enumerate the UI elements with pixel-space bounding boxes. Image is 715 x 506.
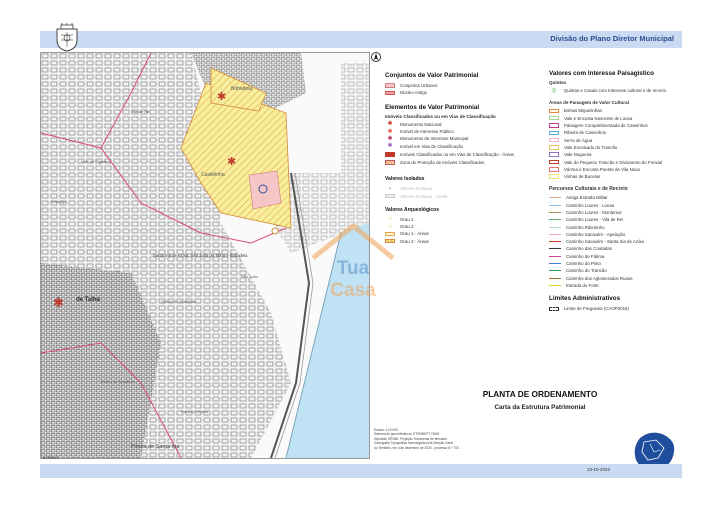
legend-item: Imóveis Classificados ou em Vias de Classificação - Áreas	[385, 150, 525, 159]
area-swatch-icon	[549, 138, 559, 143]
legend-label: Caminho Sacavém - Santa Iria de Azóia	[566, 239, 644, 245]
routes-list	[549, 194, 689, 289]
legend-item: Conjuntos Urbanos	[385, 82, 525, 89]
boundary-icon	[549, 307, 559, 312]
legend-item: ○ Grau 1	[385, 216, 525, 223]
route-line-icon	[549, 227, 561, 228]
legend-label: Estrada do Forte	[566, 282, 599, 288]
classified-monument-icon: ✱	[53, 295, 64, 310]
route-line-icon	[549, 278, 561, 279]
legend-item	[549, 151, 689, 158]
legend-item	[549, 194, 689, 201]
legend-item	[549, 275, 689, 282]
area-swatch-icon	[549, 145, 559, 150]
legend-label: Vale Encaixado do Trancão	[564, 144, 618, 150]
legend-label: Caminho do Trancão	[566, 268, 607, 274]
legend-label: Bolsas Miguelinhas	[564, 108, 602, 114]
legend-item: Núcleo Antigo	[385, 89, 525, 96]
legend-heading: Elementos de Valor Patrimonial	[385, 103, 480, 111]
meta-line: Cartografia Topográfica homologada pela Direção Geral	[374, 441, 453, 446]
watermark-text: Tua	[336, 258, 370, 279]
legend-label: Várzea e Encosta Poente de Vila Nova	[564, 166, 640, 172]
route-line-icon	[549, 263, 561, 264]
legend-item: Grau 2 - Áreas	[385, 238, 525, 245]
legend-item: Valores Isolados - Áreas	[385, 192, 525, 199]
map-label: Póvoa de Santa Iria	[131, 444, 180, 450]
plan-subtitle: Carta da Estrutura Patrimonial	[494, 404, 586, 411]
legend-label: Vale e Encosta Nascente de Lousa	[564, 115, 633, 121]
quinta-icon: ◎	[551, 87, 557, 94]
legend-label: Paisagem Compartimentada de Caseinhos	[564, 123, 648, 129]
sheet-code: A1700-01	[43, 456, 59, 460]
map-metadata	[374, 428, 484, 450]
area-swatch-icon	[549, 123, 559, 128]
legend-item: Limite de Freguesia (CAOP2016)	[549, 305, 689, 312]
legend-item	[549, 129, 689, 136]
legend-item	[549, 282, 689, 289]
meta-line: Escala: 1:10 000	[374, 428, 398, 432]
legend-item	[549, 173, 689, 180]
legend-item	[549, 231, 689, 238]
legend-label: Caminho Loures - Lousa	[566, 202, 615, 208]
route-line-icon	[549, 205, 561, 206]
footer-bar	[40, 456, 682, 478]
legend-item: ✱ Imóvel de Interesse Público	[385, 128, 525, 135]
area-swatch-icon	[549, 160, 559, 165]
conjunto-urbano	[249, 171, 281, 209]
legend-item: ✱ Monumento Nacional	[385, 121, 525, 128]
north-arrow-icon	[371, 51, 381, 63]
legend-item	[549, 115, 689, 122]
legend-label: Caminho Sacavém - Apelação	[566, 231, 626, 237]
legend-item	[549, 267, 689, 274]
legend-item	[549, 253, 689, 260]
point-icon: ●	[388, 185, 392, 192]
route-line-icon	[549, 270, 561, 271]
legend-heading: Valores Arqueológicos	[385, 206, 439, 213]
legend-item	[549, 260, 689, 267]
map-label: Vila de Rei	[131, 109, 151, 114]
legend-item	[549, 144, 689, 151]
legend-label: Serra de Água	[564, 137, 593, 143]
route-line-icon	[549, 248, 561, 249]
legend-heading: Valores Isolados	[385, 176, 425, 183]
meta-line: do Território, em 4 de dezembro de 2020 - processo N.º 705	[374, 445, 459, 450]
star-purple-icon: ✱	[387, 143, 393, 150]
area-swatch-icon	[549, 116, 559, 121]
route-line-icon	[549, 197, 561, 198]
legend-item: Grau 1 - Áreas	[385, 230, 525, 237]
star-orange-icon: ✱	[387, 128, 393, 135]
legend-heading: Conjuntos de Valor Patrimonial	[385, 72, 479, 79]
classified-monument-icon: ✱	[217, 91, 227, 103]
legend-label: Caminho do Pinto	[566, 261, 601, 267]
route-line-icon	[549, 212, 561, 213]
map-label: Bobadela	[231, 86, 253, 92]
legend-item	[549, 122, 689, 129]
legend-label: Vale Nogueira	[564, 152, 592, 158]
legend-column-left	[385, 72, 525, 245]
area-swatch-icon	[549, 131, 559, 136]
legend-item	[549, 202, 689, 209]
map-label: Vialonga	[51, 199, 67, 204]
area-swatch-icon	[549, 174, 559, 179]
header-bar	[40, 31, 682, 48]
header-title: Divisão do Plano Diretor Municipal	[550, 34, 674, 43]
municipal-crest-icon	[52, 23, 82, 53]
legend-label: Ribeira de Caseinhos	[564, 130, 606, 136]
watermark-logo	[305, 218, 401, 310]
legend-item	[549, 245, 689, 252]
map-label: Bairro do Brasileiro	[101, 379, 136, 384]
meta-line: Elipsóide GRS80, Projeção Transversa de Mercator	[374, 436, 448, 441]
route-line-icon	[549, 234, 561, 235]
area-swatch-icon	[549, 167, 559, 172]
legend-column-right	[549, 70, 689, 312]
plan-title: PLANTA DE ORDENAMENTO	[482, 389, 598, 399]
circle-icon: ○	[388, 216, 392, 223]
route-line-icon	[549, 285, 561, 286]
legend-subheading: Quintas	[549, 80, 567, 85]
footer-date: 13-10-2023	[586, 467, 610, 472]
legend-item	[549, 209, 689, 216]
legend-item	[549, 107, 689, 114]
legend-heading: Limites Administrativos	[549, 295, 621, 303]
map-label: de Talha	[76, 297, 100, 303]
circle-icon: ○	[388, 223, 392, 230]
map-label: Castelinha	[201, 172, 225, 178]
legend-heading: Percursos Culturais e de Recreio	[549, 186, 628, 193]
legend-heading: Valores com Interesse Paisagístico	[549, 70, 655, 77]
legend-item	[549, 216, 689, 223]
classified-monument-icon: ✱	[227, 156, 237, 168]
map-label: São João	[241, 274, 258, 279]
route-line-icon	[549, 256, 561, 257]
legend-label: Caminho Loures - Vila de Rei	[566, 217, 624, 223]
legend-label: Caminho dos Aglomerados Rurais	[566, 275, 633, 281]
legend-item	[549, 136, 689, 143]
area-swatch-icon	[549, 152, 559, 157]
map-label: Vale de Figueira	[81, 159, 110, 164]
legend-label: Caminho de Fátima	[566, 253, 605, 259]
legend-item: ○ Grau 2	[385, 223, 525, 230]
star-pink-icon: ✱	[387, 135, 393, 142]
legend-label: Caminho das Coutadas	[566, 246, 612, 252]
legend-item	[549, 238, 689, 245]
route-line-icon	[549, 241, 561, 242]
meta-line: Sistema de georreferência: ETRS89/PT-TM06	[374, 432, 440, 437]
legend-label: Antiga Estrada Militar	[566, 195, 608, 201]
legend-item: ✱ Imóvel em Vias de Classificação	[385, 142, 525, 149]
legend-item: ● Valores Isolados	[385, 185, 525, 192]
legend-subheading: Áreas de Paisagem de Valor Cultural	[549, 100, 629, 106]
legend-item: ✱ Monumento de Interesse Municipal	[385, 135, 525, 142]
legend-item: Zona de Proteção de Imóveis Classificados	[385, 159, 525, 166]
legend-item	[549, 158, 689, 165]
legend-item	[549, 223, 689, 230]
hatch-zone-icon	[385, 160, 395, 165]
legend-subheading: Imóveis Classificados ou em Vias de Classificação	[385, 113, 496, 119]
landscape-areas-list	[549, 107, 689, 180]
area-red-icon	[385, 152, 395, 157]
archaeology-site-icon	[272, 228, 278, 234]
legend-label: Vinhas de Bucelas	[564, 174, 601, 180]
route-line-icon	[549, 219, 561, 220]
watermark-text: Casa	[330, 280, 376, 301]
legend-label: Caminho Ribeirinho	[566, 224, 605, 230]
legend-label: Caminho Loures - Montemor	[566, 210, 622, 215]
map-label: Parque Urbano	[181, 409, 209, 414]
map-label: Quinta do Brasileiro	[161, 299, 197, 304]
legend-item	[549, 166, 689, 173]
area-swatch-icon	[549, 109, 559, 114]
legend-item: ◎ Quintas e Casais com Interesse cultural e de recreio	[549, 87, 689, 94]
legend-label: Vale do Pequeno Trancão e Divisivento do Freixial	[564, 159, 663, 165]
star-red-icon: ✱	[387, 121, 393, 128]
map-label: Santa Iria de Azóia, São João da Talha e Bobadela	[153, 253, 248, 258]
